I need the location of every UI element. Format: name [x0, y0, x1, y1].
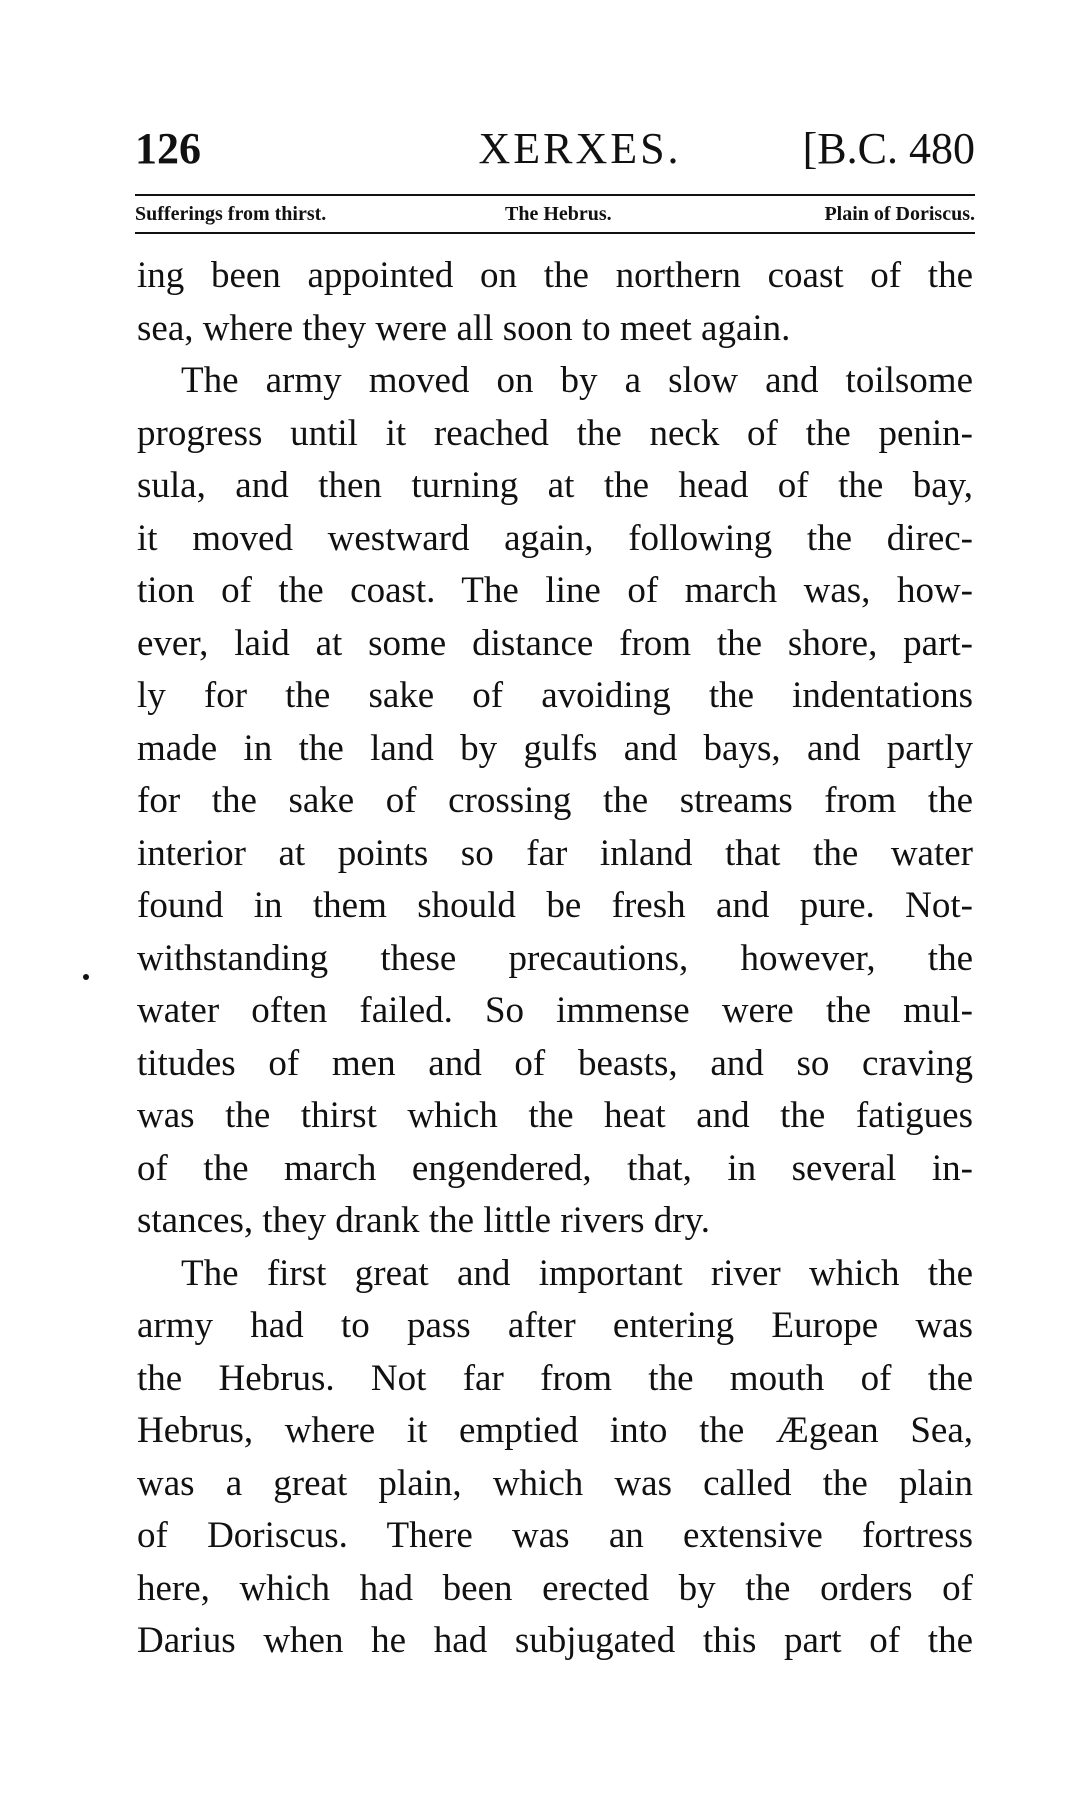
text-line: sea, where they were all soon to meet again. — [137, 307, 791, 349]
text-line: water often failed. So immense were the mul- — [137, 990, 973, 1031]
text-line: it moved westward again, following the direc- — [137, 517, 973, 559]
text-line: The army moved on by a slow and toilsome — [181, 360, 973, 401]
running-head — [135, 123, 975, 183]
text-line: The first great and important river which the — [181, 1252, 973, 1294]
running-date: [B.C. 480 — [802, 124, 975, 173]
text-line: sula, and then turning at the head of the bay, — [137, 465, 973, 506]
text-line: was a great plain, which was called the plain — [137, 1462, 973, 1504]
text-line: army had to pass after entering Europe was — [137, 1305, 973, 1346]
text-line: Darius when he had subjugated this part of the — [137, 1620, 973, 1661]
text-line: was the thirst which the heat and the fatigues — [137, 1095, 973, 1136]
running-title: XERXES. — [478, 124, 682, 173]
header-rule-top — [135, 194, 975, 196]
text-line: made in the land by gulfs and bays, and partly — [137, 727, 973, 769]
text-line: found in them should be fresh and pure. Not- — [137, 885, 973, 926]
text-line: progress until it reached the neck of the penin- — [137, 412, 973, 454]
text-line: ing been appointed on the northern coast of the — [137, 255, 973, 296]
text-line: withstanding these precautions, however, the — [137, 937, 973, 979]
body-text — [137, 250, 973, 1668]
page-number: 126 — [135, 124, 201, 173]
text-line: the Hebrus. Not far from the mouth of the — [137, 1357, 973, 1399]
margin-mark — [83, 974, 89, 980]
text-line: interior at points so far inland that the water — [137, 832, 973, 874]
header-rule-bottom — [135, 232, 975, 234]
text-line: tion of the coast. The line of march was, how- — [137, 570, 973, 611]
text-line: for the sake of crossing the streams from the — [137, 780, 973, 821]
subhead-left: Sufferings from thirst. — [135, 203, 327, 225]
text-line: titudes of men and of beasts, and so craving — [137, 1042, 973, 1084]
subhead-right: Plain of Doriscus. — [824, 203, 975, 225]
subhead-center: The Hebrus. — [505, 203, 612, 225]
text-line: ly for the sake of avoiding the indentations — [137, 675, 973, 716]
text-line: Hebrus, where it emptied into the Ægean Sea, — [137, 1410, 973, 1451]
text-line: of the march engendered, that, in several in- — [137, 1147, 973, 1189]
text-line: of Doriscus. There was an extensive fortress — [137, 1515, 973, 1556]
text-line: stances, they drank the little rivers dry. — [137, 1200, 710, 1241]
marginal-subheads — [135, 203, 975, 229]
text-line: here, which had been erected by the orders of — [137, 1567, 973, 1609]
text-line: ever, laid at some distance from the shore, part- — [137, 622, 973, 664]
